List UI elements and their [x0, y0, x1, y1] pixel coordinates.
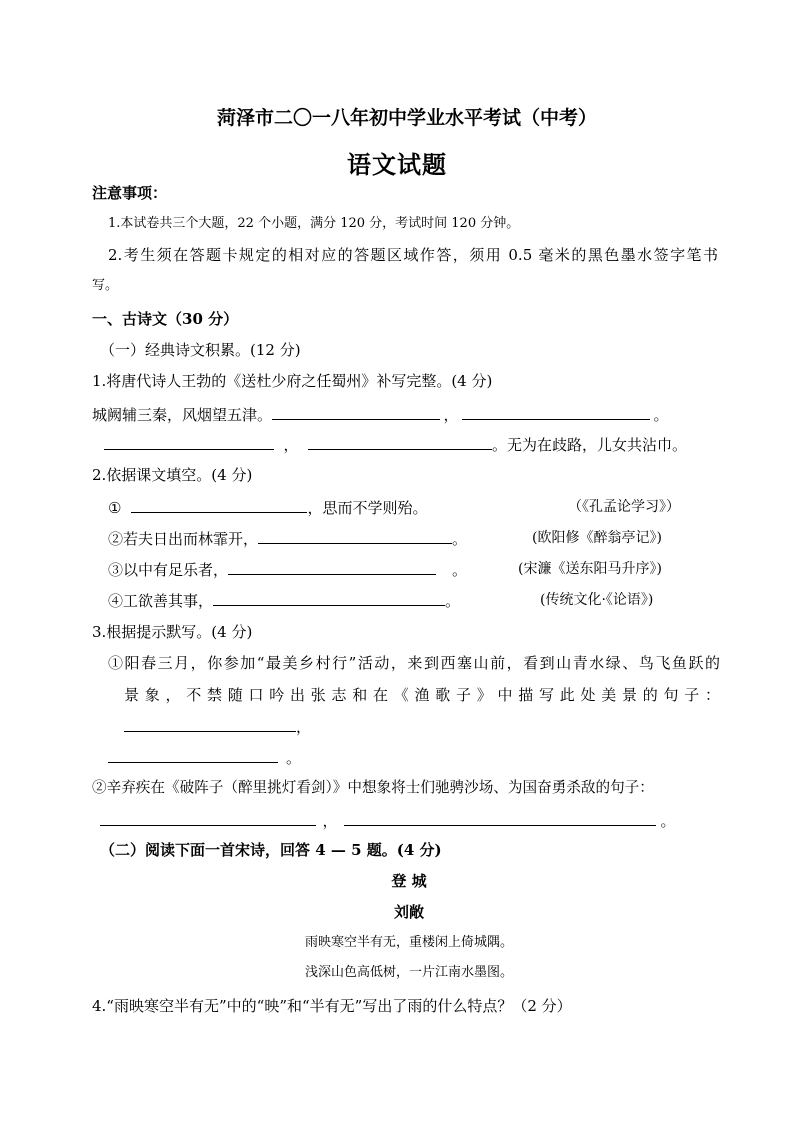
q2-item-4-pre: ④工欲善其事， — [108, 592, 214, 610]
notice-heading: 注意事项： — [92, 184, 168, 202]
answer-blank[interactable] — [108, 747, 278, 763]
q2-item-4 — [108, 590, 460, 611]
answer-blank[interactable] — [228, 559, 436, 575]
part1-heading: （一）经典诗文积累。(12 分) — [100, 341, 301, 359]
answer-blank[interactable] — [213, 590, 445, 606]
notice-item-1: 1.本试卷共三个大题，22 个小题，满分 120 分，考试时间 120 分钟。 — [108, 216, 520, 231]
q3-item-1-line1: ①阳春三月，你参加“最美乡村行”活动，来到西塞山前，看到山青水绿、鸟飞鱼跃的 — [108, 654, 720, 672]
q1-line1-comma: ， — [443, 406, 459, 424]
q1-line2-comma: ， — [283, 436, 299, 454]
q2-item-1-post: ，思而不学则殆。 — [307, 499, 428, 517]
answer-blank[interactable] — [258, 528, 452, 544]
q3-item-1-line2: 景象，不禁随口吟出张志和在《渔歌子》中描写此处美景的句子： — [124, 686, 720, 704]
q2-item-3-post: 。 — [452, 561, 468, 579]
part2-heading: （二）阅读下面一首宋诗，回答 4 — 5 题。(4 分) — [100, 841, 442, 859]
q3-prompt: 3.根据提示默写。(4 分) — [92, 623, 253, 641]
answer-blank[interactable] — [131, 497, 307, 513]
q1-prompt: 1.将唐代诗人王勃的《送杜少府之任蜀州》补写完整。(4 分) — [92, 372, 493, 390]
answer-blank[interactable] — [124, 716, 296, 732]
q2-item-2-post: 。 — [452, 530, 468, 548]
q2-item-1-pre: ① — [108, 499, 122, 517]
poem-line-1: 雨映寒空半有无，重楼闲上倚城隅。 — [304, 935, 513, 950]
answer-blank[interactable] — [100, 810, 316, 826]
q2-prompt: 2.依据课文填空。(4 分) — [92, 466, 253, 484]
q1-line1-end: 。 — [653, 406, 669, 424]
answer-blank[interactable] — [308, 434, 492, 450]
q4-prompt: 4.“雨映寒空半有无”中的“映”和“半有无”写出了雨的什么特点？（2 分） — [92, 997, 572, 1015]
answer-blank[interactable] — [104, 434, 274, 450]
notice-item-2b: 写。 — [92, 278, 119, 293]
q2-item-4-source: (传统文化·《论语》) — [540, 592, 654, 608]
q1-line1 — [92, 404, 672, 425]
q3-item-1-answer-line1 — [124, 716, 311, 737]
exam-subtitle: 语文试题 — [347, 150, 447, 179]
answer-blank[interactable] — [462, 404, 650, 420]
q3-item-2-comma: ， — [322, 812, 338, 830]
q2-item-1 — [108, 497, 427, 518]
q2-item-2-pre: ②若夫日出而林霏开， — [108, 530, 259, 548]
q3-item-2-line1: ②辛弃疾在《破阵子（醉里挑灯看剑）》中想象将士们驰骋沙场、为国奋勇杀敌的句子： — [92, 779, 654, 796]
q3-item-2-answer — [100, 810, 680, 831]
q3-item-1-comma: ， — [296, 718, 312, 736]
q1-line1-text: 城阙辅三秦，风烟望五津。 — [92, 406, 273, 424]
poem-line-2: 浅深山色高低树，一片江南水墨图。 — [304, 965, 513, 980]
poem-title: 登 城 — [391, 872, 427, 890]
q1-line2 — [104, 434, 687, 455]
q2-item-3-pre: ③以中有足乐者， — [108, 561, 229, 579]
q3-item-1-end: 。 — [286, 749, 302, 767]
section1-heading: 一、古诗文（30 分） — [92, 310, 239, 328]
q2-item-4-post: 。 — [445, 592, 461, 610]
q2-item-2 — [108, 528, 467, 549]
q3-item-1-answer-line2 — [108, 747, 301, 768]
exam-title: 菏泽市二〇一八年初中学业水平考试（中考） — [216, 107, 597, 129]
q3-item-2-end: 。 — [660, 812, 676, 830]
q2-item-3-source: (宋濂《送东阳马升序》) — [518, 561, 662, 577]
poem-author: 刘敞 — [393, 903, 424, 921]
notice-item-2a: 2.考生须在答题卡规定的相对应的答题区域作答，须用 0.5 毫米的黑色墨水签字笔书 — [108, 246, 718, 264]
answer-blank[interactable] — [272, 404, 440, 420]
q2-item-1-source: （《孔孟论学习》） — [568, 499, 680, 515]
q2-item-3 — [108, 559, 467, 580]
q1-line2-end: 。无为在歧路，儿女共沾巾。 — [492, 436, 688, 454]
q2-item-2-source: (欧阳修《醉翁亭记》) — [532, 530, 662, 546]
answer-blank[interactable] — [344, 810, 656, 826]
